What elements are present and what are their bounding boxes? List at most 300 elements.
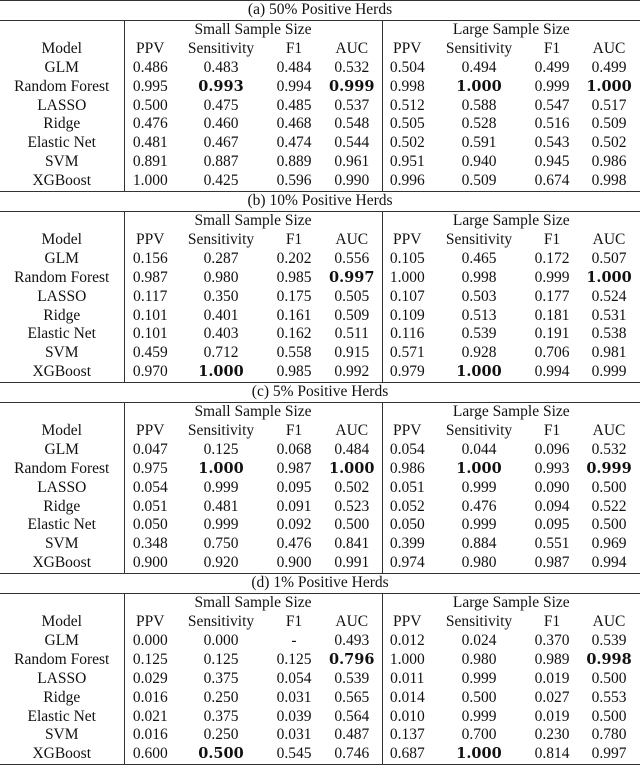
model-name: SVM	[0, 153, 124, 172]
metric-value: 0.712	[203, 344, 239, 362]
column-header-row	[0, 40, 640, 59]
metric-value	[176, 460, 266, 479]
metric-value: 0.513	[461, 306, 497, 324]
metric-value: 0.191	[534, 325, 570, 343]
table-row	[0, 708, 640, 727]
metric-value: 0.101	[132, 325, 168, 343]
column-header: F1	[543, 421, 561, 439]
metric-value: 0.068	[276, 440, 312, 458]
model-name: SVM	[0, 726, 124, 745]
metric-value: 0.537	[322, 97, 382, 116]
metric-value: 0.370	[534, 631, 570, 649]
metric-value: 0.091	[276, 497, 312, 515]
column-header: Sensitivity	[187, 613, 255, 630]
column-header: F1	[285, 421, 303, 439]
column-header: F1	[543, 39, 561, 57]
metric-value: 0.532	[591, 440, 627, 458]
metric-value: 0.511	[322, 325, 382, 344]
metric-value	[322, 460, 382, 479]
metric-value: 0.500	[461, 688, 497, 706]
metric-value: 0.700	[461, 726, 497, 744]
empty-header	[0, 594, 124, 613]
bold-value: 0.796	[329, 650, 375, 668]
table-row	[0, 134, 640, 153]
metric-value: 0.016	[132, 688, 168, 706]
metric-value: 0.465	[461, 249, 497, 267]
column-header: Sensitivity	[445, 613, 513, 630]
metric-value: 0.500	[132, 96, 168, 114]
metric-value: 0.031	[276, 688, 312, 706]
bold-value: 1.000	[198, 363, 244, 381]
metric-value: 0.499	[534, 58, 570, 76]
bold-value: 1.000	[586, 77, 632, 95]
metric-value: 0.125	[203, 440, 239, 458]
metric-value: 0.177	[534, 287, 570, 305]
model-name: Ridge	[0, 115, 124, 134]
metric-value: 0.403	[203, 325, 239, 343]
metric-value: 0.999	[534, 77, 570, 95]
metric-value: 0.539	[591, 631, 627, 649]
metric-value: 0.019	[534, 707, 570, 725]
metric-value: 0.994	[526, 363, 578, 382]
metric-value: 0.516	[534, 115, 570, 133]
metric-value: 0.961	[322, 153, 382, 172]
model-name: GLM	[0, 250, 124, 269]
metric-value: 0.493	[322, 632, 382, 651]
metric-value: 0.175	[276, 287, 312, 305]
small-sample-header: Small Sample Size	[124, 211, 382, 230]
metric-value: 0.502	[389, 134, 425, 152]
metric-value: 0.889	[276, 153, 312, 171]
model-name: Elastic Net	[0, 708, 124, 727]
metric-value: 0.029	[132, 669, 168, 687]
column-header-row	[0, 231, 640, 250]
metric-value: 1.000	[389, 268, 425, 286]
metric-value: 0.503	[461, 287, 497, 305]
column-header: AUC	[592, 421, 626, 439]
metric-value: 0.096	[534, 440, 570, 458]
bold-value: 1.000	[586, 268, 632, 286]
metric-value: 0.539	[322, 670, 382, 689]
section-title-row	[0, 1, 640, 21]
metric-value: 0.920	[176, 554, 266, 573]
metric-value: 0.544	[322, 134, 382, 153]
section-title-row	[0, 574, 640, 594]
table-row	[0, 59, 640, 78]
metric-value: 0.994	[578, 554, 640, 573]
table-row	[0, 325, 640, 344]
column-header: PPV	[136, 421, 165, 439]
column-header: PPV	[393, 39, 422, 57]
metric-value: 0.090	[534, 478, 570, 496]
metric-value	[432, 745, 526, 764]
column-header: Sensitivity	[187, 421, 255, 439]
model-name: LASSO	[0, 288, 124, 307]
metric-value: 0.054	[389, 440, 425, 458]
metric-value: 0.558	[276, 344, 312, 362]
metric-value: 0.484	[322, 441, 382, 460]
metric-value: 0.116	[390, 325, 425, 343]
metric-value: 0.990	[322, 172, 382, 191]
metric-value: 0.021	[132, 707, 168, 725]
metric-value: 0.202	[276, 249, 312, 267]
model-name: Random Forest	[0, 78, 124, 97]
column-header: F1	[543, 613, 561, 630]
section-title: (d) 1% Positive Herds	[0, 574, 640, 594]
metric-value: 0.051	[389, 478, 425, 496]
table-row	[0, 115, 640, 134]
metric-value: 0.980	[203, 268, 239, 286]
metric-value: 0.050	[389, 516, 425, 534]
model-name: LASSO	[0, 670, 124, 689]
metric-value	[322, 651, 382, 670]
metric-value: 0.999	[461, 707, 497, 725]
model-name: GLM	[0, 441, 124, 460]
metric-value: 0.425	[176, 172, 266, 191]
column-header: Sensitivity	[187, 230, 255, 248]
model-name: XGBoost	[0, 172, 124, 191]
metric-value: 0.161	[276, 306, 312, 324]
metric-value: 0.999	[534, 268, 570, 286]
column-header: F1	[285, 39, 303, 57]
metric-value: 0.524	[591, 287, 627, 305]
metric-value: 0.044	[461, 440, 497, 458]
section-title-row	[0, 383, 640, 403]
metric-value: 1.000	[124, 172, 176, 191]
metric-value: 0.107	[389, 287, 425, 305]
metric-value: 0.484	[276, 58, 312, 76]
metric-value	[578, 460, 640, 479]
table-row	[0, 460, 640, 479]
metric-value: 0.900	[266, 554, 322, 573]
metric-value: 0.945	[534, 153, 570, 171]
metric-value: 0.512	[389, 96, 425, 114]
metric-value: 0.047	[132, 440, 168, 458]
metric-value: 0.486	[132, 58, 168, 76]
metric-value: 0.991	[322, 554, 382, 573]
metric-value: 0.998	[578, 172, 640, 191]
model-name: XGBoost	[0, 363, 124, 382]
metric-value	[176, 745, 266, 764]
metric-value: 0.156	[132, 249, 168, 267]
metric-value: 0.999	[578, 363, 640, 382]
metric-value: 0.565	[322, 689, 382, 708]
large-sample-header: Large Sample Size	[452, 20, 570, 38]
section-title-row	[0, 192, 640, 212]
metric-value: 0.985	[266, 363, 322, 382]
metric-value: 0.995	[132, 77, 168, 95]
metric-value: 0.375	[203, 669, 239, 687]
metric-value: 0.706	[534, 344, 570, 362]
column-header: Model	[0, 231, 124, 250]
model-name: Elastic Net	[0, 325, 124, 344]
metric-value: 0.891	[132, 153, 168, 171]
column-header: AUC	[592, 230, 626, 248]
metric-value: 0.674	[526, 172, 578, 191]
metric-value: 0.485	[276, 96, 312, 114]
bold-value: 0.500	[198, 745, 244, 763]
metric-value: 0.979	[382, 363, 432, 382]
metric-value: 0.039	[276, 707, 312, 725]
metric-value: 0.012	[389, 631, 425, 649]
metric-value: 0.571	[389, 344, 425, 362]
metric-value: 0.000	[132, 631, 168, 649]
metric-value: 0.746	[322, 745, 382, 764]
metric-value: 0.841	[322, 535, 382, 554]
metric-value: 0.250	[203, 688, 239, 706]
metric-value: 0.474	[276, 134, 312, 152]
metric-value: 0.117	[133, 287, 168, 305]
bold-value: 0.993	[198, 77, 244, 95]
model-name: GLM	[0, 632, 124, 651]
metric-value	[432, 363, 526, 382]
metric-value: 0.500	[591, 669, 627, 687]
metric-value: 0.375	[203, 707, 239, 725]
metric-value: 0.940	[461, 153, 497, 171]
metric-value: 0.687	[382, 745, 432, 764]
metric-value: 0.992	[322, 363, 382, 382]
empty-header	[0, 403, 124, 422]
model-name: SVM	[0, 535, 124, 554]
metric-value: 0.522	[591, 497, 627, 515]
model-name: Random Forest	[0, 651, 124, 670]
group-header-row	[0, 20, 640, 39]
column-header: AUC	[322, 613, 382, 632]
metric-value	[578, 78, 640, 97]
table-row	[0, 554, 640, 573]
metric-value: 0.981	[591, 344, 627, 362]
metric-value	[432, 460, 526, 479]
metric-value	[176, 78, 266, 97]
metric-value: 0.591	[461, 134, 497, 152]
small-sample-header: Small Sample Size	[124, 594, 382, 613]
metric-value: 0.750	[203, 535, 239, 553]
metric-value: 0.500	[322, 516, 382, 535]
metric-value: 0.162	[276, 325, 312, 343]
large-sample-header: Large Sample Size	[452, 211, 570, 229]
model-name: Elastic Net	[0, 134, 124, 153]
table-row	[0, 632, 640, 651]
column-header: AUC	[592, 39, 626, 57]
metric-value: 0.780	[591, 726, 627, 744]
metric-value: 0.996	[382, 172, 432, 191]
column-header: AUC	[322, 422, 382, 441]
model-name: Ridge	[0, 307, 124, 326]
column-header: Model	[0, 422, 124, 441]
table-row	[0, 498, 640, 517]
metric-value: 0.000	[203, 631, 239, 649]
metric-value: 0.125	[203, 650, 239, 668]
metric-value: 0.528	[461, 115, 497, 133]
column-header: PPV	[136, 230, 165, 248]
model-name: Random Forest	[0, 460, 124, 479]
model-name: Ridge	[0, 689, 124, 708]
column-header: PPV	[393, 613, 422, 630]
metric-value: 0.900	[124, 554, 176, 573]
metric-value: 0.884	[461, 535, 497, 553]
metric-value: 0.468	[276, 115, 312, 133]
model-name: Ridge	[0, 498, 124, 517]
metric-value: 0.538	[591, 325, 627, 343]
metric-value: 0.985	[276, 268, 312, 286]
metric-value: 0.564	[322, 708, 382, 727]
metric-value: 0.031	[276, 726, 312, 744]
metric-value: 0.553	[591, 688, 627, 706]
metric-value: 0.230	[534, 726, 570, 744]
bold-value: 1.000	[198, 459, 244, 477]
metric-value: 0.500	[591, 478, 627, 496]
small-sample-header: Small Sample Size	[124, 20, 382, 39]
metric-value: 0.509	[322, 307, 382, 326]
metric-value: 0.545	[266, 745, 322, 764]
metric-value: 0.481	[132, 134, 168, 152]
metric-value: 0.989	[534, 650, 570, 668]
table-row	[0, 78, 640, 97]
metric-value: 0.998	[461, 268, 497, 286]
metric-value: 0.054	[132, 478, 168, 496]
metric-value: 0.523	[322, 498, 382, 517]
small-sample-header: Small Sample Size	[124, 403, 382, 422]
section-title: (a) 50% Positive Herds	[0, 1, 640, 21]
model-name: SVM	[0, 344, 124, 363]
metric-value: 0.509	[432, 172, 526, 191]
empty-header	[0, 211, 124, 230]
metric-value: 0.095	[534, 516, 570, 534]
metric-value: 0.600	[124, 745, 176, 764]
model-name: Elastic Net	[0, 516, 124, 535]
table-row	[0, 441, 640, 460]
group-header-row	[0, 211, 640, 230]
metric-value: 0.951	[389, 153, 425, 171]
bold-value: 1.000	[456, 745, 502, 763]
table-row	[0, 172, 640, 191]
metric-value: 0.504	[389, 58, 425, 76]
column-header-row	[0, 613, 640, 632]
metric-value	[322, 78, 382, 97]
metric-value: 0.596	[266, 172, 322, 191]
metric-value	[578, 269, 640, 288]
model-name: GLM	[0, 59, 124, 78]
metric-value: 0.556	[322, 250, 382, 269]
metric-value: 0.181	[534, 306, 570, 324]
metric-value: 0.970	[124, 363, 176, 382]
metric-value: 0.999	[461, 516, 497, 534]
metric-value: 0.051	[132, 497, 168, 515]
metric-value: 0.500	[591, 516, 627, 534]
bold-value: 0.997	[329, 268, 375, 286]
metric-value: 0.551	[534, 535, 570, 553]
table-row	[0, 479, 640, 498]
metric-value: 0.019	[534, 669, 570, 687]
metric-value: 0.915	[322, 344, 382, 363]
metric-value: 0.467	[203, 134, 239, 152]
table-row	[0, 516, 640, 535]
column-header: PPV	[136, 39, 165, 57]
metric-value: 0.348	[132, 535, 168, 553]
metric-value: 0.999	[203, 478, 239, 496]
column-header: AUC	[322, 231, 382, 250]
metric-value	[578, 651, 640, 670]
column-header: Sensitivity	[445, 230, 513, 248]
metric-value: 0.814	[526, 745, 578, 764]
metric-value: 0.980	[461, 650, 497, 668]
table-row	[0, 288, 640, 307]
column-header-row	[0, 422, 640, 441]
table-row	[0, 269, 640, 288]
column-header: F1	[543, 230, 561, 248]
metric-value: 0.969	[591, 535, 627, 553]
table-row	[0, 670, 640, 689]
column-header: Sensitivity	[445, 39, 513, 57]
metric-value: 0.476	[276, 535, 312, 553]
table-row	[0, 726, 640, 745]
metric-value: 0.887	[203, 153, 239, 171]
metric-value: 0.016	[132, 726, 168, 744]
metric-value: 0.011	[390, 669, 425, 687]
bold-value: 0.998	[586, 650, 632, 668]
table-row	[0, 153, 640, 172]
metric-value: 0.987	[276, 459, 312, 477]
table-row	[0, 97, 640, 116]
model-name: LASSO	[0, 479, 124, 498]
metric-value: 0.994	[276, 77, 312, 95]
metric-value: 0.502	[322, 479, 382, 498]
metric-value: 0.543	[534, 134, 570, 152]
metric-value: 0.998	[389, 77, 425, 95]
metric-value: 0.999	[461, 669, 497, 687]
metric-value: -	[291, 631, 297, 649]
model-name: Random Forest	[0, 269, 124, 288]
metric-value: 0.010	[389, 707, 425, 725]
column-header: Sensitivity	[445, 421, 513, 439]
metric-value: 0.502	[591, 134, 627, 152]
metric-value: 0.125	[276, 650, 312, 668]
section-title: (c) 5% Positive Herds	[0, 383, 640, 403]
metric-value: 0.499	[591, 58, 627, 76]
table-row	[0, 363, 640, 382]
table-row	[0, 689, 640, 708]
metric-value: 0.993	[534, 459, 570, 477]
column-header: AUC	[592, 613, 626, 630]
metric-value: 0.588	[461, 96, 497, 114]
metric-value: 0.483	[203, 58, 239, 76]
metric-value: 0.986	[389, 459, 425, 477]
metric-value: 0.092	[276, 516, 312, 534]
metric-value: 0.105	[389, 249, 425, 267]
large-sample-header: Large Sample Size	[452, 403, 570, 421]
bold-value: 1.000	[329, 459, 375, 477]
column-header: PPV	[393, 230, 422, 248]
metric-value: 0.399	[389, 535, 425, 553]
metric-value: 0.494	[461, 58, 497, 76]
table-row	[0, 250, 640, 269]
metric-value: 0.531	[591, 306, 627, 324]
metric-value: 0.401	[203, 306, 239, 324]
table-row	[0, 535, 640, 554]
metric-value: 0.481	[203, 497, 239, 515]
column-header: Model	[0, 40, 124, 59]
column-header: Model	[0, 613, 124, 632]
metric-value: 0.999	[461, 478, 497, 496]
metric-value: 0.539	[461, 325, 497, 343]
metric-value: 0.459	[132, 344, 168, 362]
metric-value: 0.986	[591, 153, 627, 171]
metric-value: 0.024	[461, 631, 497, 649]
metric-value: 0.476	[132, 115, 168, 133]
metric-value: 0.094	[534, 497, 570, 515]
metric-value: 0.172	[534, 249, 570, 267]
metric-value: 0.999	[203, 516, 239, 534]
